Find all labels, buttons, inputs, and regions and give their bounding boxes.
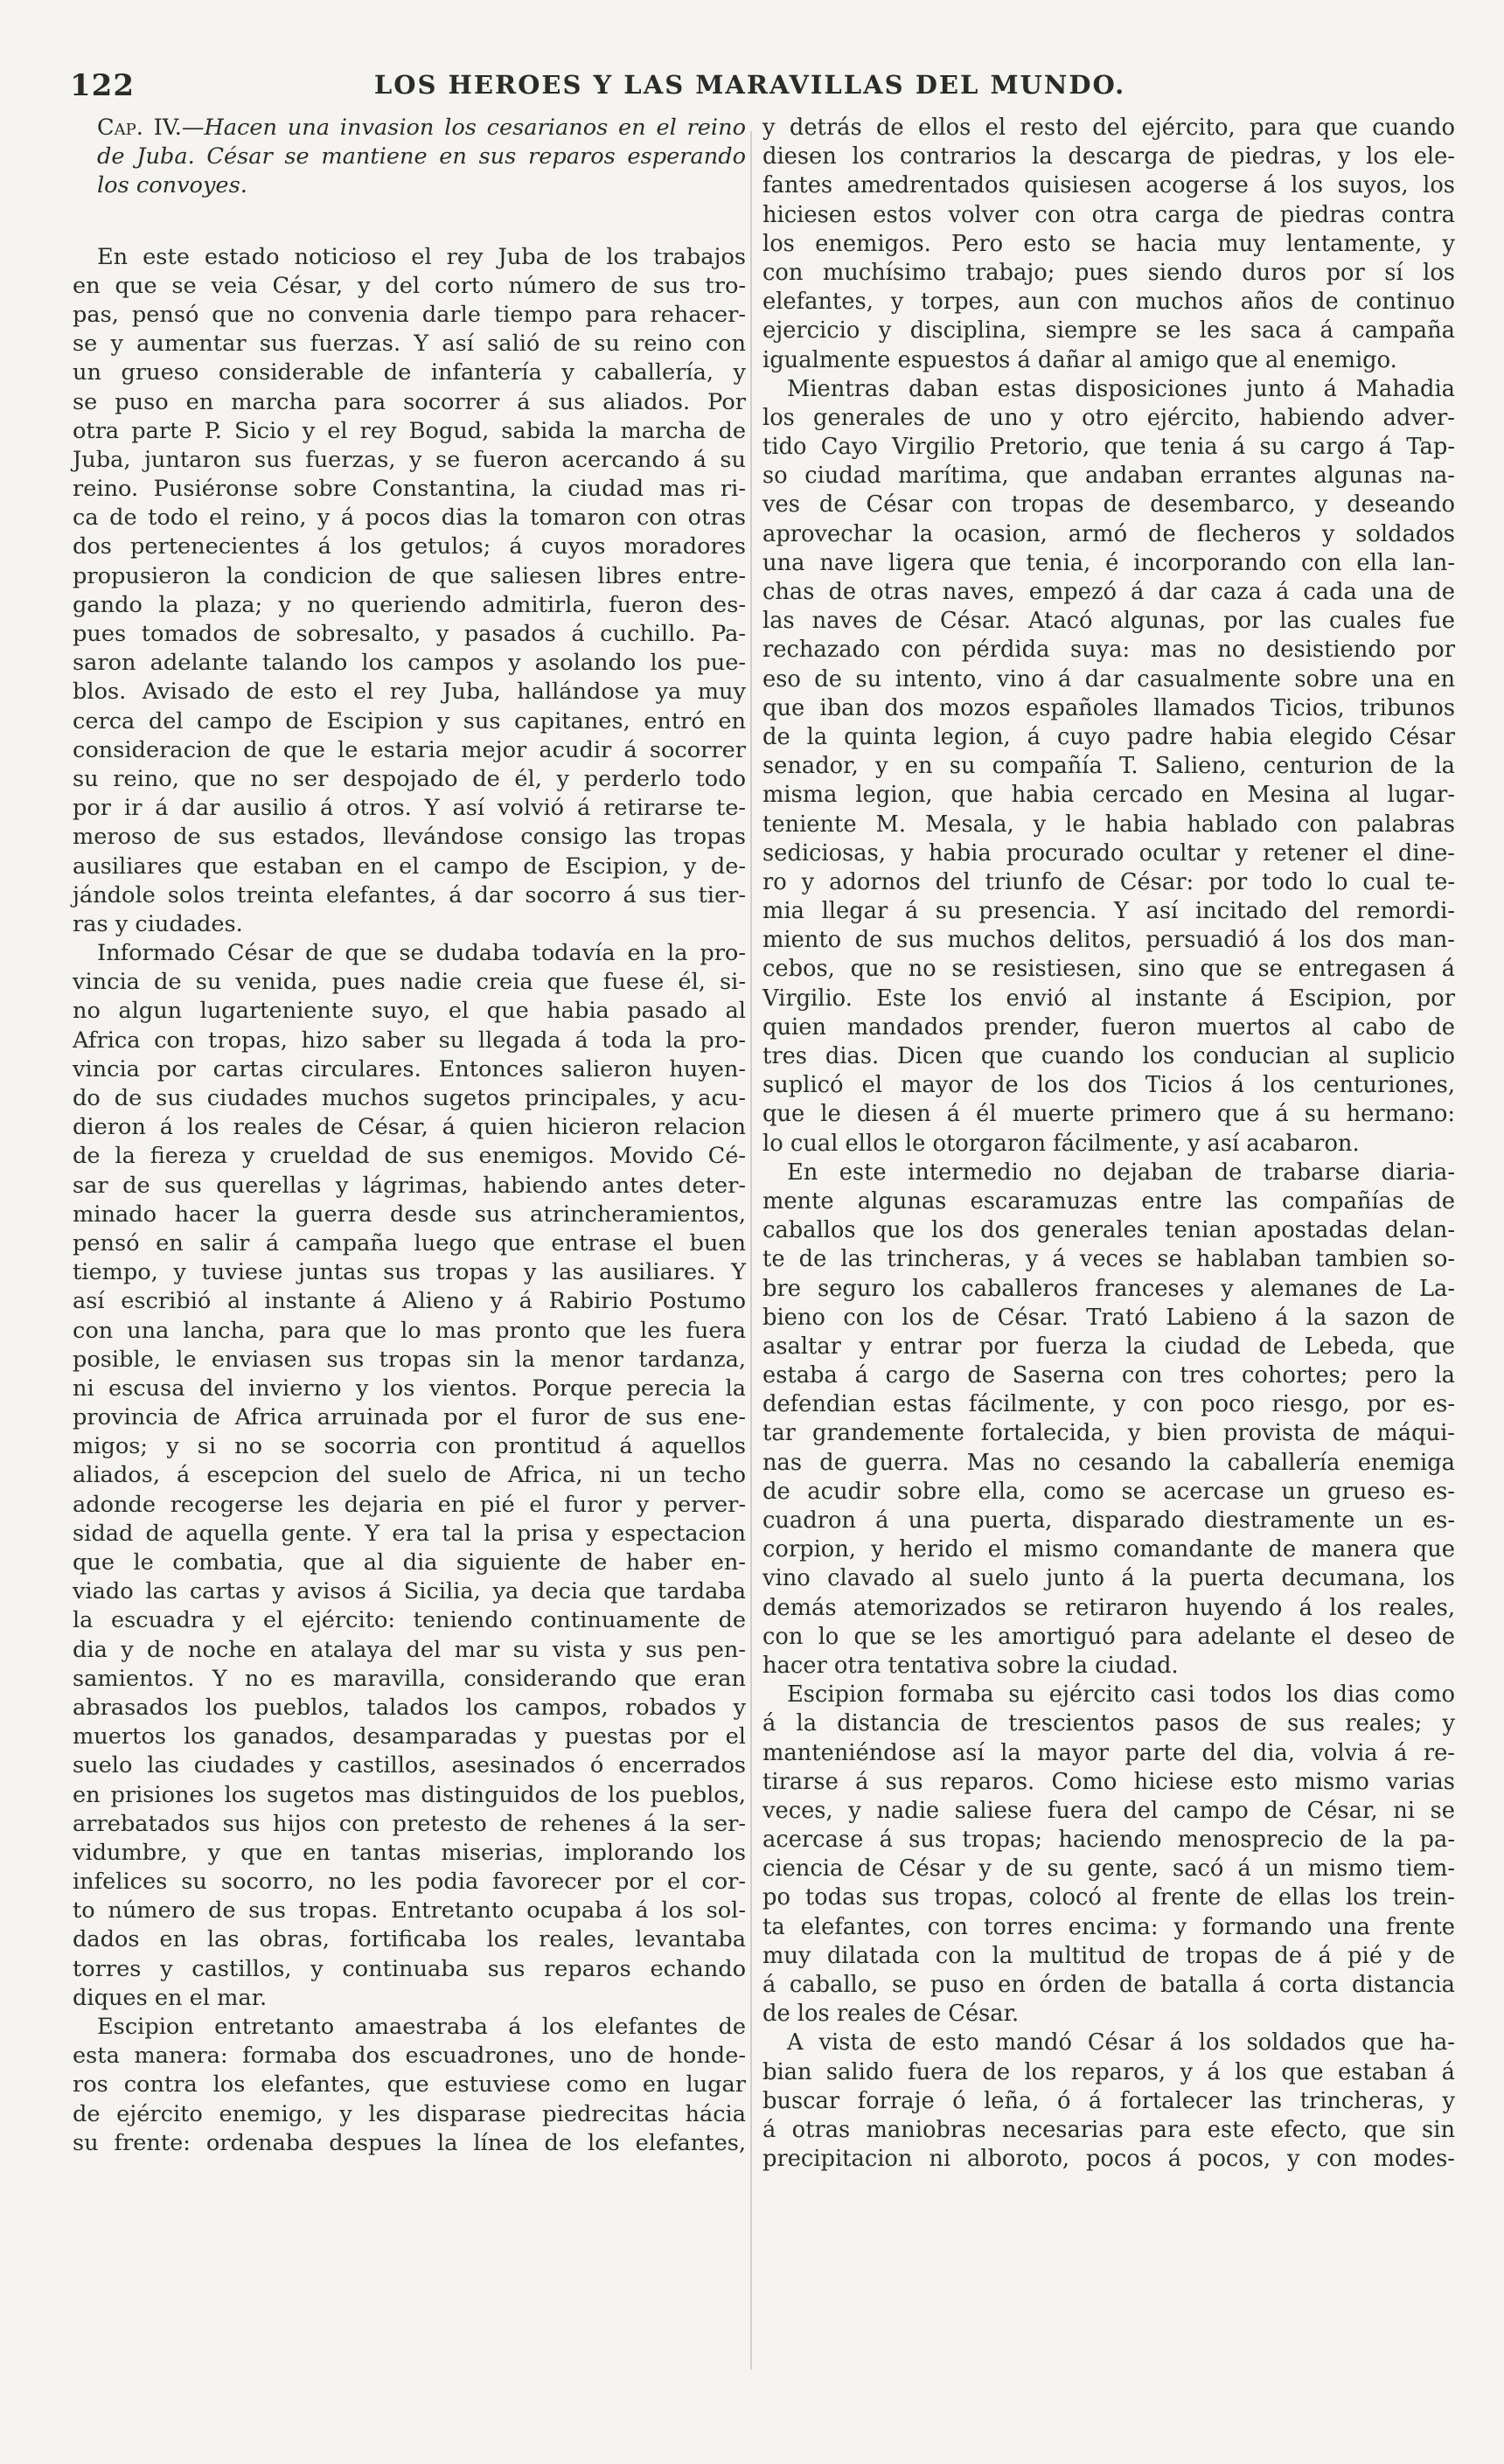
text-line: á la distancia de trescientos pasos de sus reales; y	[762, 1710, 1455, 1737]
text-line: dia y de noche en atalaya del mar su vista y sus pen-	[73, 1636, 746, 1663]
text-line: En este intermedio no dejaban de trabarse diaria-	[787, 1159, 1455, 1186]
text-line: ves de César con tropas de desembarco, y deseando	[762, 491, 1455, 519]
text-line: miento de sus muchos delitos, persuadió á los dos man-	[762, 927, 1455, 954]
text-line: propusieron la condicion de que saliesen libres entre-	[73, 562, 746, 589]
text-line: otra parte P. Sicio y el rey Bogud, sabida la marcha de	[73, 417, 746, 444]
text-line: viado las cartas y avisos á Sicilia, ya decia que tardaba	[73, 1578, 746, 1605]
text-line: saron adelante talando los campos y asolando los pue-	[73, 650, 746, 677]
right-column-text	[762, 114, 1455, 2174]
text-line: nas de guerra. Mas no cesando la caballería enemiga	[762, 1449, 1455, 1476]
text-line: en que se veia César, y del corto número de sus tro-	[73, 272, 746, 299]
text-line: rechazado con pérdida suya: mas no desistiendo por	[762, 637, 1455, 664]
text-line: cebos, que no se resistiesen, sino que se entregasen á	[762, 956, 1455, 983]
text-line: dados en las obras, fortificaba los reales, levantaba	[73, 1926, 746, 1953]
text-line: pues tomados de sobresalto, y pasados á cuchillo. Pa-	[73, 621, 746, 647]
text-line: que iban dos mozos españoles llamados Ticios, tribunos	[762, 694, 1455, 721]
text-line: gando la plaza; y no queriendo admitirla, fueron des-	[73, 591, 746, 618]
text-line: aliados, á escepcion del suelo de Africa, ni un techo	[73, 1462, 746, 1489]
text-line: ros contra los elefantes, que estuviese como en lugar	[73, 2071, 746, 2099]
text-line: vino clavado al suelo junto á la puerta decumana, los	[762, 1565, 1455, 1592]
text-line: so ciudad marítima, que andaban errantes algunas na-	[762, 463, 1455, 490]
text-line: muertos los ganados, desamparadas y puestas por el	[73, 1723, 746, 1751]
text-line: dos pertenecientes á los getulos; á cuyos moradores	[73, 533, 746, 560]
text-line: la escuadra y el ejército: teniendo continuamente de	[73, 1607, 746, 1634]
text-line: infelices su socorro, no les podia favorecer por el cor-	[73, 1869, 746, 1896]
text-line: en prisiones los sugetos mas distinguidos de los pueblos,	[73, 1781, 746, 1808]
text-line: las naves de César. Atacó algunas, por las cuales fue	[762, 608, 1455, 635]
text-line: á caballo, se puso en órden de batalla á corta distancia	[762, 1972, 1455, 1998]
text-line: diques en el mar.	[73, 1984, 268, 2011]
chapter-summary	[73, 114, 746, 201]
text-line: Africa con tropas, hizo saber su llegada á toda la pro-	[73, 1027, 746, 1054]
text-line: migos; y si no se socorria con prontitud á aquellos	[73, 1433, 746, 1460]
page-number: 122	[70, 68, 135, 103]
text-line: con una lancha, para que lo mas pronto que les fuera	[73, 1317, 746, 1344]
chapter-summary-line: los convoyes.	[97, 172, 247, 199]
text-line: lo cual ellos le otorgaron fácilmente, y así acabaron.	[762, 1130, 1360, 1157]
text-line: bieno con los de César. Trató Labieno á la sazon de	[762, 1304, 1455, 1331]
text-line: Mientras daban estas disposiciones junto á Mahadia	[787, 375, 1455, 402]
text-line: quien mandados prender, fueron muertos al cabo de	[762, 1013, 1455, 1041]
text-line: arrebatados sus hijos con pretesto de rehenes á la ser-	[73, 1810, 746, 1837]
text-line: abrasados los pueblos, talados los campos, robados y	[73, 1694, 746, 1721]
text-line: Juba, juntaron sus fuerzas, y se fueron acercando á su	[73, 446, 746, 473]
text-line: samientos. Y no es maravilla, considerando que eran	[73, 1665, 746, 1692]
text-line: no algun lugarteniente suyo, el que habia pasado al	[73, 998, 746, 1025]
text-line: su frente: ordenaba despues la línea de los elefantes,	[73, 2129, 746, 2156]
text-line: muy dilatada con la multitud de tropas de á pié y de	[762, 1942, 1455, 1969]
text-line: do de sus ciudades muchos sugetos principales, y acu-	[73, 1085, 746, 1111]
text-line: elefantes, y torpes, aun con muchos años de continuo	[762, 289, 1455, 316]
text-line: vidumbre, y que en tantas miserias, implorando los	[73, 1839, 746, 1866]
text-line: fantes amedrentados quisiesen acogerse á los suyos, los	[762, 172, 1455, 199]
text-line: precipitacion ni alboroto, pocos á pocos, y con modes-	[762, 2146, 1455, 2173]
text-line: caballos que los dos generales tenian apostadas delan-	[762, 1217, 1455, 1244]
text-line: cuadron á una puerta, disparado diestramente un es-	[762, 1507, 1455, 1534]
text-line: sar de sus querellas y lágrimas, habiendo antes deter-	[73, 1172, 746, 1199]
text-line: de los reales de César.	[762, 2001, 1020, 2028]
text-line: esta manera: formaba dos escuadrones, uno de honde-	[73, 2043, 746, 2070]
left-column	[73, 114, 746, 2158]
text-line: sediciosas, y habia procurado ocultar y retener el dine-	[762, 839, 1455, 867]
text-line: teniente M. Mesala, y le habia hablado con palabras	[762, 811, 1455, 838]
text-line: jándole solos treinta elefantes, á dar socorro á sus tier-	[73, 881, 746, 908]
text-line: A vista de esto mandó César á los soldados que ha-	[787, 2029, 1455, 2057]
text-line: defendian estas fácilmente, y con poco riesgo, por es-	[762, 1391, 1455, 1418]
text-line: to número de sus tropas. Entretanto ocupaba á los sol-	[73, 1897, 746, 1925]
text-line: misma legion, que habia cercado en Mesina al lugar-	[762, 782, 1455, 809]
text-line: reino. Pusiéronse sobre Constantina, la ciudad mas ri-	[73, 476, 746, 503]
text-line: ni escusa del invierno y los vientos. Porque perecia la	[73, 1375, 746, 1402]
chapter-summary-line: Cap. IV.—Hacen una invasion los cesarianos en el reino	[97, 115, 747, 141]
text-line: diesen los contrarios la descarga de piedras, y los ele-	[762, 143, 1455, 171]
text-line: de ejército enemigo, y les disparase piedrecitas hácia	[73, 2100, 746, 2127]
text-line: con muchísimo trabajo; pues siendo duros por sí los	[762, 259, 1455, 286]
text-line: veces, y nadie saliese fuera del campo de César, ni se	[762, 1797, 1455, 1824]
text-line: po todas sus tropas, colocó al frente de ellas los trein-	[762, 1884, 1455, 1911]
text-line: manteniéndose así la mayor parte del dia, volvia á re-	[762, 1739, 1455, 1766]
text-line: ejercicio y disciplina, siempre se les saca á campaña	[762, 317, 1455, 345]
page-header	[70, 68, 1430, 110]
text-line: bre seguro los caballeros franceses y alemanes de La-	[762, 1275, 1455, 1302]
text-line: los generales de uno y otro ejército, habiendo adver-	[762, 404, 1455, 431]
text-line: suplicó el mayor de los dos Ticios á los centuriones,	[762, 1072, 1455, 1099]
text-line: ausiliares que estaban en el campo de Escipion, y de-	[73, 853, 746, 880]
text-line: adonde recogerse les dejaria en pié el furor y perver-	[73, 1491, 746, 1518]
text-line: cerca del campo de Escipion y sus capitanes, entró en	[73, 707, 746, 734]
text-line: mia llegar á su presencia. Y así incitado del remordi-	[762, 898, 1455, 925]
text-line: consideracion de que le estaria mejor acudir á socorrer	[73, 736, 746, 763]
right-column	[762, 114, 1455, 2174]
left-column-text	[73, 243, 746, 2158]
text-line: En este estado noticioso el rey Juba de los trabajos	[97, 243, 746, 270]
text-line: tar grandemente fortalecida, y bien provista de máqui-	[762, 1420, 1455, 1447]
text-line: que le combatia, que al dia siguiente de haber en-	[73, 1549, 746, 1576]
text-line: ciencia de César y de su gente, sacó á un mismo tiem-	[762, 1855, 1455, 1883]
text-line: que le diesen á él muerte primero que á su hermano:	[762, 1101, 1455, 1128]
text-line: dieron á los reales de César, á quien hicieron relacion	[73, 1114, 746, 1141]
text-line: hacer otra tentativa sobre la ciudad.	[762, 1652, 1179, 1679]
text-line: á otras maniobras necesarias para este efecto, que sin	[762, 2116, 1455, 2143]
column-divider	[750, 131, 752, 2370]
text-line: tido Cayo Virgilio Pretorio, que tenia á su cargo á Tap-	[762, 434, 1455, 461]
text-line: senador, y en su compañía T. Salieno, centurion de la	[762, 753, 1455, 780]
text-line: vincia por cartas circulares. Entonces salieron huyen-	[73, 1055, 746, 1082]
spacer	[73, 201, 746, 243]
text-line: bian salido fuera de los reparos, y á los que estaban á	[762, 2058, 1455, 2085]
text-line: ro y adornos del triunfo de César: por todo lo cual te-	[762, 868, 1455, 895]
text-line: aprovechar la ocasion, armó de flecheros y soldados	[762, 520, 1455, 547]
text-line: tiempo, y tuviese juntas sus tropas y las ausiliares. Y	[73, 1259, 746, 1286]
text-line: vincia de su venida, pues nadie creia que fuese él, si-	[73, 969, 746, 996]
text-line: se y aumentar sus fuerzas. Y así salió de su reino con	[73, 331, 746, 358]
text-line: los enemigos. Pero esto se hacia muy lentamente, y	[762, 230, 1455, 257]
text-line: ras y ciudades.	[73, 910, 243, 937]
text-line: un grueso considerable de infantería y caballería, y	[73, 359, 746, 386]
text-line: provincia de Africa arruinada por el furor de sus ene-	[73, 1404, 746, 1431]
text-line: suelo las ciudades y castillos, asesinados ó encerrados	[73, 1752, 746, 1779]
text-line: pas, pensó que no convenia darle tiempo para rehacer-	[73, 301, 746, 328]
text-line: por ir á dar ausilio á otros. Y así volvió á retirarse te-	[73, 795, 746, 822]
text-line: corpion, y herido el mismo comandante de manera que	[762, 1536, 1455, 1563]
text-line: Escipion entretanto amaestraba á los elefantes de	[97, 2014, 746, 2040]
text-line: y detrás de ellos el resto del ejército, para que cuando	[762, 115, 1455, 141]
text-line: igualmente espuestos á dañar al amigo que al enemigo.	[762, 346, 1397, 373]
text-line: Virgilio. Este los envió al instante á Escipion, por	[762, 985, 1455, 1012]
text-line: tres dias. Dicen que cuando los conducian al suplicio	[762, 1043, 1455, 1069]
text-line: acercase á sus tropas; haciendo menosprecio de la pa-	[762, 1827, 1455, 1854]
text-line: posible, le enviasen sus tropas sin la menor tardanza,	[73, 1346, 746, 1373]
running-title: LOS HEROES Y LAS MARAVILLAS DEL MUNDO.	[373, 70, 1126, 100]
text-line: tirarse á sus reparos. Como hiciese esto mismo varias	[762, 1768, 1455, 1795]
text-line: se puso en marcha para socorrer á sus aliados. Por	[73, 388, 746, 415]
chapter-label: Cap. IV.	[97, 115, 182, 141]
text-line: torres y castillos, y continuaba sus reparos echando	[73, 1955, 746, 1982]
text-line: su reino, que no ser despojado de él, y perderlo todo	[73, 765, 746, 792]
text-line: una nave ligera que tenia, é incorporando con ella lan-	[762, 549, 1455, 576]
text-line: pensó en salir á campaña luego que entrase el buen	[73, 1229, 746, 1256]
text-line: hiciesen estos volver con otra carga de piedras contra	[762, 201, 1455, 228]
text-line: con lo que se les amortiguó para adelante el deseo de	[762, 1623, 1455, 1650]
chapter-summary-line: de Juba. César se mantiene en sus reparos esperando	[97, 143, 746, 171]
text-line: asaltar y entrar por fuerza la ciudad de Lebeda, que	[762, 1333, 1455, 1360]
text-line: así escribió al instante á Alieno y á Rabirio Postumo	[73, 1288, 746, 1315]
text-line: buscar forraje ó leña, ó á fortalecer las trincheras, y	[762, 2087, 1455, 2114]
text-line: Informado César de que se dudaba todavía en la pro-	[97, 940, 746, 967]
text-line: ta elefantes, con torres encima: y formando una frente	[762, 1913, 1455, 1940]
text-line: de acudir sobre ella, como se acercase un grueso es-	[762, 1478, 1455, 1505]
text-line: ca de todo el reino, y á pocos dias la tomaron con otras	[73, 505, 746, 532]
text-line: meroso de sus estados, llevándose consigo las tropas	[73, 824, 746, 851]
text-line: demás atemorizados se retiraron huyendo á los reales,	[762, 1594, 1455, 1621]
text-line: Escipion formaba su ejército casi todos los dias como	[787, 1681, 1455, 1709]
text-line: eso de su intento, vino á dar casualmente sobre una en	[762, 665, 1455, 693]
text-line: de la quinta legion, á cuyo padre habia elegido César	[762, 723, 1455, 750]
text-line: minado hacer la guerra desde sus atrincheramientos,	[73, 1201, 746, 1228]
text-line: mente algunas escaramuzas entre las compañías de	[762, 1187, 1455, 1215]
text-line: chas de otras naves, empezó á dar caza á cada una de	[762, 579, 1455, 605]
text-line: estaba á cargo de Saserna con tres cohortes; pero la	[762, 1362, 1455, 1389]
text-line: sidad de aquella gente. Y era tal la prisa y espectacion	[73, 1520, 746, 1547]
text-line: de la fiereza y crueldad de sus enemigos. Movido Cé-	[73, 1143, 746, 1170]
text-line: blos. Avisado de esto el rey Juba, hallándose ya muy	[73, 679, 746, 706]
text-line: te de las trincheras, y á veces se hablaban tambien so-	[762, 1246, 1455, 1273]
